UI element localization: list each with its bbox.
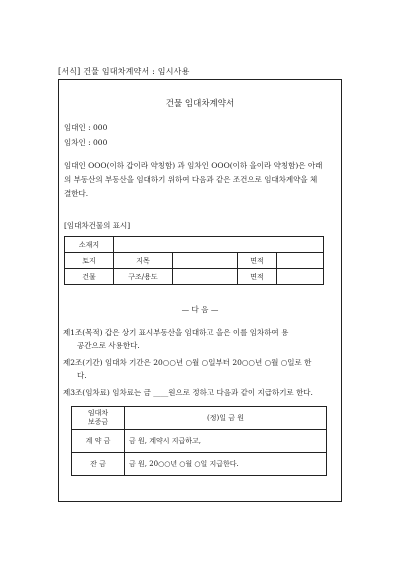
deposit-label-line-1: 임대차 [87,409,109,417]
intro-paragraph [64,159,336,201]
balance-label: 잔 금 [72,453,125,476]
lessor-line: 임대인 : 000 [64,123,108,132]
contract-value: 금 원, 계약시 지급하고, [125,430,327,453]
deposit-label [72,407,125,430]
table-row [65,237,324,253]
balance-value: 금 원, 20○○년 ○월 ○일 지급한다. [125,453,327,476]
document-label: [서식] 건물 임대차계약서 : 임시사용 [58,67,190,76]
table-row [65,269,324,285]
table-row [65,253,324,269]
below-heading: — 다 음 — [181,305,219,314]
clause-1-line-1: 제1조(목적) 갑은 상기 표시부동산을 임대하고 을은 이를 임차하여 용 [63,328,289,337]
building-label: 건물 [65,269,114,285]
area-label-2: 면적 [238,269,277,285]
jimok-label: 지목 [114,253,173,269]
clause-2-line-2: 다. [77,371,87,380]
location-label: 소재지 [65,237,114,253]
contract-frame [58,79,342,502]
area-value-2 [277,269,324,285]
intro-line-3: 결한다. [64,189,89,198]
property-table [64,236,324,285]
payment-table [71,406,327,476]
area-label-1: 면적 [238,253,277,269]
table-row [72,453,327,476]
clause-2 [63,356,339,382]
jimok-value [173,253,238,269]
intro-line-2: 의 부동산의 부동산을 임대하기 위하여 다음과 같은 조건으로 임대차계약을 체 [64,175,318,184]
table-row [72,407,327,430]
contract-label: 계 약 금 [72,430,125,453]
contract-title: 건물 임대차계약서 [165,99,235,109]
deposit-label-line-2: 보증금 [87,418,109,426]
clause-3: 제3조(임차료) 임차료는 금 ____원으로 정하고 다음과 같이 지급하기로 한다. [63,388,313,397]
clause-2-line-1: 제2조(기간) 임대차 기간은 20○○년 ○월 ○일부터 20○○년 ○월 ○일로 한 [63,358,312,367]
structure-value [173,269,238,285]
land-label: 토지 [65,253,114,269]
location-value [114,237,324,253]
area-value-1 [277,253,324,269]
clause-1-line-2: 공간으로 사용한다. [77,341,140,350]
intro-line-1: 임대인 OOO(이하 갑이라 약칭함) 과 임차인 OOO(이하 을이라 약칭함)은 아래 [64,161,323,170]
table-row [72,430,327,453]
structure-label: 구조/용도 [114,269,173,285]
section-title: [임대차건물의 표시] [64,221,131,230]
deposit-value: (정)일 금 원 [125,407,327,430]
lessee-line: 임차인 : 000 [64,138,108,147]
clause-1 [63,326,339,352]
